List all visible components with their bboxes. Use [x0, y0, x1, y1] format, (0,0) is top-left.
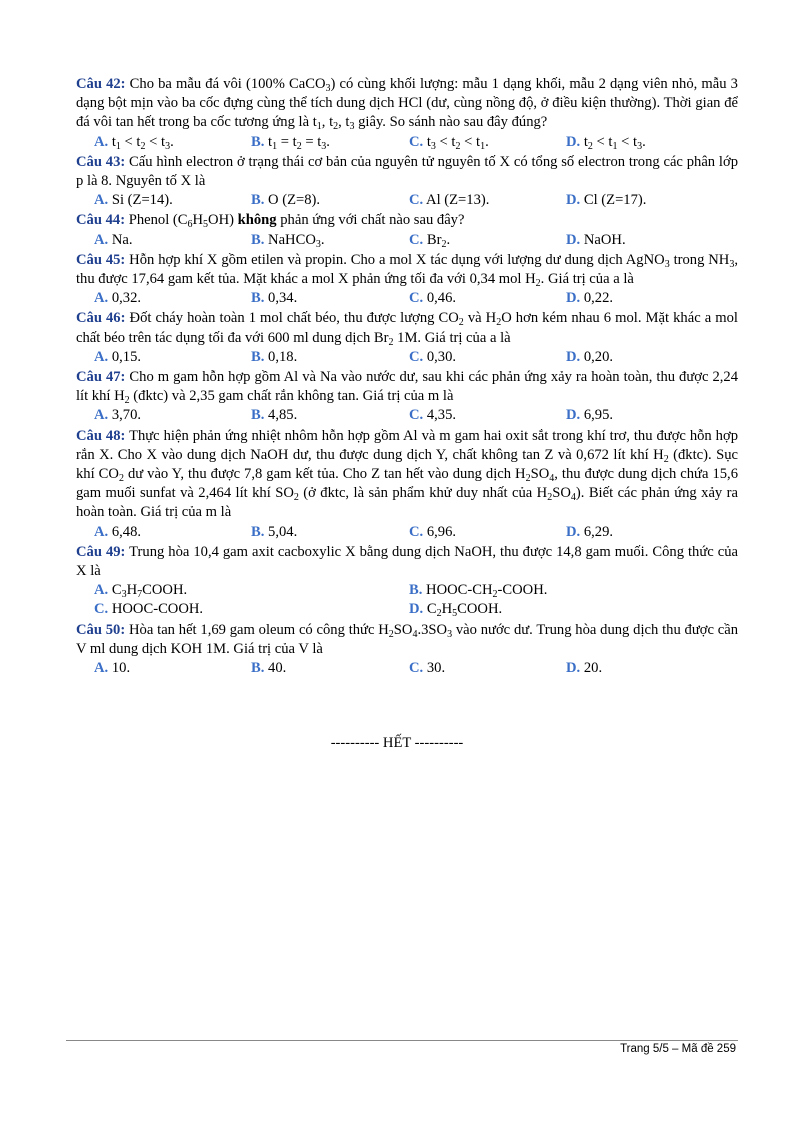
question-stem — [76, 75, 738, 133]
option-text: NaHCO$_3$. — [264, 231, 325, 250]
option-letter: A. — [94, 407, 109, 424]
option-text: $t_3 < t_2 < t_1$. — [423, 133, 489, 152]
option-letter: B. — [409, 582, 423, 599]
option-text: 0,32. — [108, 290, 142, 307]
answer-option — [251, 348, 297, 367]
answer-options — [76, 191, 738, 210]
option-letter: D. — [409, 601, 424, 618]
option-text: $t_1 = t_2 = t_3$. — [264, 133, 330, 152]
option-text: 40. — [264, 659, 287, 676]
option-letter: A. — [94, 231, 109, 248]
option-text: Cl (Z=17). — [580, 192, 647, 209]
question-stem — [76, 621, 738, 659]
option-text: O (Z=8). — [264, 192, 321, 209]
answer-option — [251, 231, 325, 250]
question-block — [76, 368, 738, 426]
option-letter: C. — [409, 231, 424, 248]
option-text: 4,85. — [264, 407, 298, 424]
answer-option — [409, 523, 456, 542]
option-letter: C. — [409, 290, 424, 307]
question-text: Đốt cháy hoàn toàn 1 mol chất béo, thu được lượng $CO_2$ và $H_2O$ hơn kém nhau 6 mol. Mặt khác a mol chất béo trên tác dụng tối đa với 600 ml dung dịch $Br_2$ 1M. Giá trị của a là — [76, 310, 738, 348]
question-block — [76, 211, 738, 249]
option-text: 6,29. — [580, 523, 614, 540]
option-letter: B. — [251, 192, 265, 209]
answer-option — [409, 659, 445, 678]
answer-option — [251, 659, 286, 678]
option-text: 30. — [423, 659, 446, 676]
option-letter: D. — [566, 407, 581, 424]
answer-option — [566, 406, 613, 425]
question-label: Câu 43: — [76, 153, 126, 170]
answer-option — [94, 600, 203, 619]
question-stem — [76, 368, 738, 406]
question-list — [76, 74, 738, 678]
answer-option — [94, 133, 174, 152]
answer-option — [409, 231, 450, 250]
question-text: Hòa tan hết 1,69 gam oleum có công thức $H_2SO_4.3SO_3$ vào nước dư. Trung hòa dung dịch thu được cần V ml dung dịch KOH 1M. Giá trị của V là — [76, 621, 738, 657]
option-text: 3,70. — [108, 407, 142, 424]
question-block — [76, 251, 738, 309]
option-text: 0,34. — [264, 290, 298, 307]
answer-option — [566, 348, 613, 367]
option-letter: D. — [566, 231, 581, 248]
option-letter: D. — [566, 659, 581, 676]
option-letter: C. — [409, 659, 424, 676]
answer-options — [76, 659, 738, 678]
answer-options — [76, 289, 738, 308]
answer-option — [251, 191, 320, 210]
question-label: Câu 42: — [76, 76, 126, 92]
question-label: Câu 48: — [76, 427, 126, 444]
footer-divider — [66, 1040, 738, 1041]
option-letter: B. — [251, 348, 265, 365]
answer-option — [94, 581, 187, 600]
answer-option — [94, 348, 141, 367]
answer-option — [566, 523, 613, 542]
answer-options — [76, 133, 738, 152]
answer-option — [409, 600, 502, 619]
option-letter: C. — [409, 523, 424, 540]
question-label: Câu 46: — [76, 310, 126, 327]
answer-option — [409, 348, 456, 367]
answer-options — [76, 406, 738, 425]
option-letter: D. — [566, 133, 581, 150]
option-letter: C. — [409, 407, 424, 424]
question-stem — [76, 153, 738, 191]
answer-option — [566, 659, 602, 678]
question-text: Cấu hình electron ở trạng thái cơ bản của nguyên tử nguyên tố X có tổng số electron trong các phân lớp p là 8. Nguyên tố X là — [76, 153, 738, 189]
option-text: 0,46. — [423, 290, 457, 307]
option-letter: C. — [409, 192, 424, 209]
question-block — [76, 427, 738, 542]
option-letter: A. — [94, 659, 109, 676]
question-stem — [76, 251, 738, 289]
option-text: 6,96. — [423, 523, 457, 540]
answer-options — [76, 581, 738, 619]
option-text: 5,04. — [264, 523, 298, 540]
question-block — [76, 75, 738, 152]
question-stem — [76, 211, 738, 230]
answer-option — [94, 191, 173, 210]
answer-option — [409, 191, 489, 210]
question-label: Câu 47: — [76, 368, 126, 385]
option-text: Si (Z=14). — [108, 192, 173, 209]
option-letter: A. — [94, 192, 109, 209]
option-text: 6,48. — [108, 523, 142, 540]
option-letter: A. — [94, 523, 109, 540]
answer-option — [566, 191, 646, 210]
question-block — [76, 153, 738, 211]
question-block — [76, 621, 738, 679]
question-text: Cho ba mẫu đá vôi (100% CaCO$_3$) có cùng khối lượng: mẫu 1 dạng khối, mẫu 2 dạng viên nhỏ, mẫu 3 dạng bột mịn vào ba cốc đựng cùng thể tích dung dịch HCl (dư, cùng nồng độ, ở điều kiện thường). Thời gian để đá vôi tan hết trong ba cốc tương ứng là $t_1$, $t_2$, $t_3$ giây. So sánh nào sau đây đúng? — [76, 76, 738, 133]
option-text: HOOC-COOH. — [108, 601, 204, 618]
question-text: Cho m gam hỗn hợp gồm Al và Na vào nước dư, sau khi các phản ứng xảy ra hoàn toàn, thu được 2,24 lít khí $H_2$ (đktc) và 2,35 gam chất rắn không tan. Giá trị của m là — [76, 368, 738, 407]
answer-option — [251, 406, 297, 425]
option-letter: D. — [566, 192, 581, 209]
answer-option — [251, 289, 297, 308]
question-label: Câu 49: — [76, 543, 126, 560]
answer-option — [409, 289, 456, 308]
answer-options — [76, 231, 738, 250]
option-letter: A. — [94, 582, 109, 599]
option-letter: B. — [251, 231, 265, 248]
question-stem — [76, 427, 738, 523]
option-letter: D. — [566, 523, 581, 540]
option-text: 10. — [108, 659, 131, 676]
option-text: 20. — [580, 659, 603, 676]
answer-option — [94, 289, 141, 308]
answer-option — [251, 523, 297, 542]
answer-option — [94, 523, 141, 542]
answer-option — [94, 231, 133, 250]
option-letter: D. — [566, 348, 581, 365]
answer-option — [94, 406, 141, 425]
option-text: 6,95. — [580, 407, 614, 424]
option-letter: B. — [251, 659, 265, 676]
answer-option — [409, 133, 489, 152]
option-letter: D. — [566, 290, 581, 307]
question-text: Hỗn hợp khí X gồm etilen và propin. Cho a mol X tác dụng với lượng dư dung dịch AgNO$_3$ trong $NH_3$, thu được 17,64 gam kết tủa. Mặt khác a mol X phản ứng tối đa với 0,34 mol $H_2$. Giá trị của a là — [76, 251, 738, 289]
option-letter: C. — [94, 601, 109, 618]
question-block — [76, 543, 738, 620]
option-text: 0,30. — [423, 348, 457, 365]
answer-option — [409, 406, 456, 425]
end-marker: ---------- HẾT ---------- — [330, 735, 464, 751]
option-text: 0,22. — [580, 290, 614, 307]
answer-option — [409, 581, 547, 600]
question-text: Trung hòa 10,4 gam axit cacboxylic X bằng dung dịch NaOH, thu được 14,8 gam muối. Công thức của X là — [76, 543, 738, 579]
option-text: $t_1 < t_2 < t_3$. — [108, 133, 174, 152]
option-text: 0,15. — [108, 348, 142, 365]
option-text: 4,35. — [423, 407, 457, 424]
question-text: Phenol $(C_6H_5OH)$ không phản ứng với chất nào sau đây? — [125, 212, 465, 231]
question-stem — [76, 543, 738, 581]
option-letter: A. — [94, 133, 109, 150]
answer-option — [566, 133, 646, 152]
question-block — [76, 309, 738, 367]
question-label: Câu 50: — [76, 621, 126, 638]
option-text: $C_2H_5COOH$. — [423, 601, 503, 620]
option-text: HOOC-$CH_2$-COOH. — [422, 582, 548, 601]
question-stem — [76, 309, 738, 347]
answer-option — [94, 659, 130, 678]
option-text: NaOH. — [580, 231, 626, 248]
option-letter: C. — [409, 133, 424, 150]
option-text: Na. — [108, 231, 133, 248]
option-letter: C. — [409, 348, 424, 365]
option-text: 0,18. — [264, 348, 298, 365]
option-letter: A. — [94, 290, 109, 307]
answer-options — [76, 348, 738, 367]
option-letter: A. — [94, 348, 109, 365]
answer-option — [566, 289, 613, 308]
option-text: $C_3H_7COOH$. — [108, 582, 188, 601]
question-label: Câu 45: — [76, 251, 126, 268]
option-text: $t_2 < t_1 < t_3$. — [580, 133, 646, 152]
option-text: Al (Z=13). — [423, 192, 490, 209]
option-letter: B. — [251, 523, 265, 540]
option-letter: B. — [251, 290, 265, 307]
option-letter: B. — [251, 407, 265, 424]
option-letter: B. — [251, 133, 265, 150]
option-text: $Br_2$. — [423, 231, 451, 250]
option-text: 0,20. — [580, 348, 614, 365]
page-footer: Trang 5/5 – Mã đề 259 — [620, 1043, 736, 1055]
answer-options — [76, 523, 738, 542]
answer-option — [566, 231, 626, 250]
answer-option — [251, 133, 330, 152]
question-text: Thực hiện phản ứng nhiệt nhôm hỗn hợp gồm Al và m gam hai oxit sắt trong khí trơ, thu được hỗn hợp rắn X. Cho X vào dung dịch NaOH dư, thu được dung dịch Y, chất không tan Z và 0,672 lít khí $H_2$ (đktc). Sục khí $CO_2$ dư vào Y, thu được 7,8 gam kết tủa. Cho Z tan hết vào dung dịch $H_2SO_4$, thu được dung dịch chứa 15,6 gam muối sunfat và 2,464 lít khí $SO_2$ (ở đktc, là sản phẩm khử duy nhất của $H_2SO_4$). Biết các phản ứng xảy ra hoàn toàn. Giá trị của m là — [76, 427, 738, 521]
question-label: Câu 44: — [76, 212, 126, 229]
